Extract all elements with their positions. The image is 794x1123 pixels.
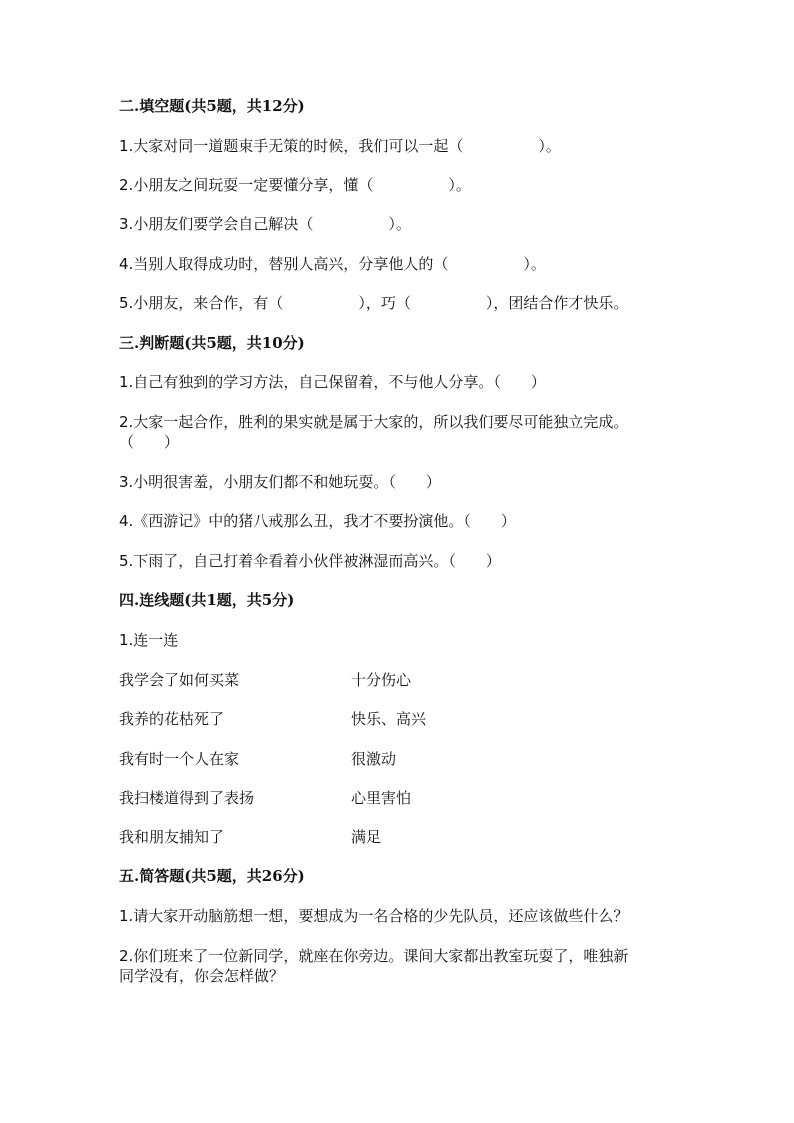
judge-question-2: 2.大家一起合作，胜利的果实就是属于大家的，所以我们要尽可能独立完成。 — [119, 413, 629, 431]
judge-question-2-cont: （ ） — [119, 433, 180, 451]
match-right-item: 心里害怕 — [351, 789, 412, 807]
match-right-item: 十分伤心 — [351, 671, 412, 689]
judge-question-5: 5.下雨了，自己打着伞看着小伙伴被淋湿而高兴。（ ） — [119, 552, 501, 570]
section-4-heading: 四.连线题(共1题，共5分) — [119, 591, 295, 609]
fill-question-1: 1.大家对同一道题束手无策的时候，我们可以一起（ ）。 — [119, 137, 561, 155]
match-right-item: 很激动 — [351, 750, 397, 768]
match-left-item: 我扫楼道得到了表扬 — [119, 789, 255, 807]
short-answer-question-2-cont: 同学没有，你会怎样做？ — [119, 967, 285, 985]
match-left-item: 我有时一个人在家 — [119, 750, 240, 768]
judge-question-4: 4.《西游记》中的猪八戒那么丑，我才不要扮演他。（ ） — [119, 512, 516, 530]
section-5-heading: 五.简答题(共5题，共26分) — [119, 867, 305, 885]
match-question-1: 1.连一连 — [119, 631, 179, 649]
short-answer-question-2: 2.你们班来了一位新同学，就座在你旁边。课间大家都出教室玩耍了，唯独新 — [119, 947, 629, 965]
fill-question-4: 4.当别人取得成功时，替别人高兴，分享他人的（ ）。 — [119, 255, 546, 273]
judge-question-3: 3.小明很害羞，小朋友们都不和她玩耍。（ ） — [119, 473, 441, 491]
match-right-item: 快乐、高兴 — [351, 710, 427, 728]
section-3-heading: 三.判断题(共5题，共10分) — [119, 334, 305, 352]
judge-question-1: 1.自己有独到的学习方法，自己保留着，不与他人分享。（ ） — [119, 373, 546, 391]
short-answer-question-1: 1.请大家开动脑筋想一想，要想成为一名合格的少先队员，还应该做些什么？ — [119, 907, 629, 925]
fill-question-3: 3.小朋友们要学会自己解决（ ）。 — [119, 215, 411, 233]
fill-question-2: 2.小朋友之间玩耍一定要懂分享，懂（ ）。 — [119, 176, 471, 194]
fill-question-5: 5.小朋友，来合作，有（ ），巧（ ），团结合作才快乐。 — [119, 294, 629, 312]
match-left-item: 我养的花枯死了 — [119, 710, 225, 728]
match-right-item: 满足 — [351, 828, 382, 846]
match-left-item: 我和朋友捕知了 — [119, 828, 225, 846]
section-2-heading: 二.填空题(共5题，共12分) — [119, 97, 305, 115]
match-left-item: 我学会了如何买菜 — [119, 671, 240, 689]
